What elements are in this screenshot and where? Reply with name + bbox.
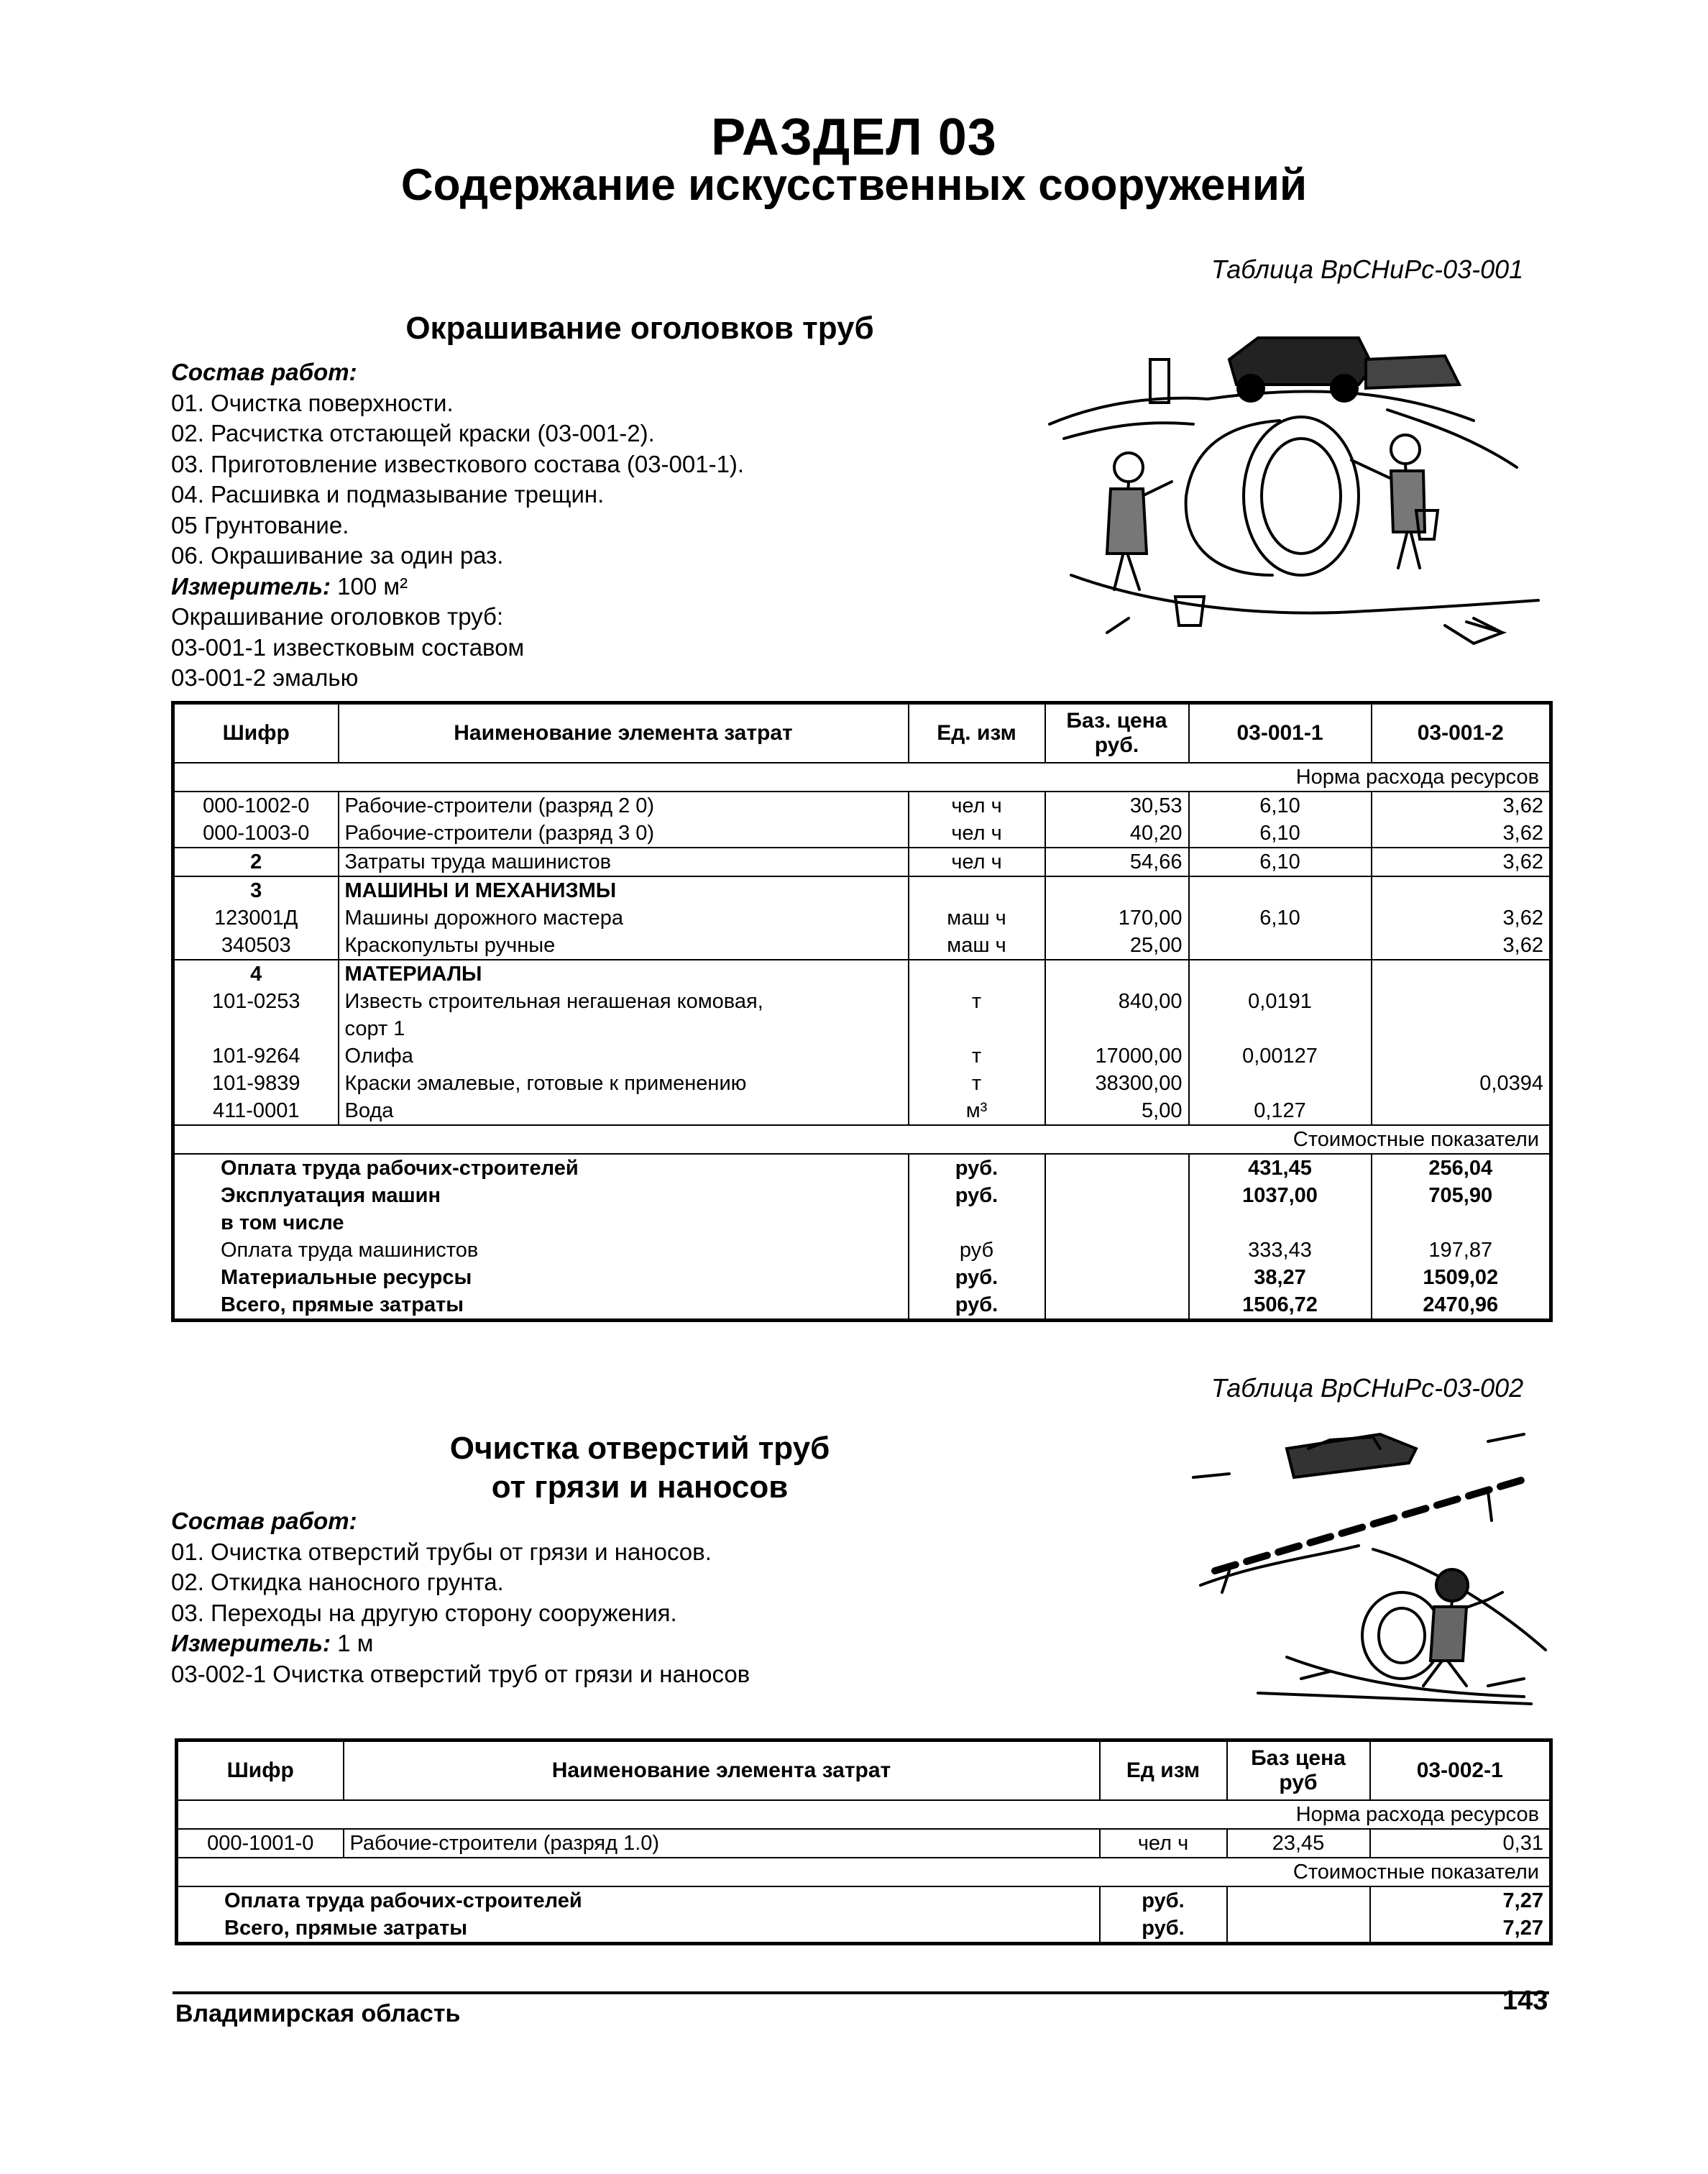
- table-group-row: [173, 960, 1551, 988]
- cell-value-2: 3,62: [1372, 932, 1551, 960]
- cell-value-2: 0,0394: [1372, 1070, 1551, 1097]
- col-header-price: Баз. цена руб.: [1045, 703, 1189, 763]
- cell-name: Краски эмалевые, готовые к применению: [339, 1070, 909, 1097]
- cell-value-2: 3,62: [1372, 848, 1551, 876]
- block1-description: [171, 357, 744, 694]
- cell-unit: чел ч: [909, 792, 1045, 820]
- cell-code: 000-1002-0: [203, 794, 310, 817]
- cost-value-2: 2470,96: [1372, 1291, 1551, 1321]
- work-item: 02. Откидка наносного грунта.: [171, 1569, 504, 1595]
- col-header-code: Шифр: [173, 703, 339, 763]
- col-header-variant-1: 03-002-1: [1370, 1740, 1551, 1801]
- meter-line: [171, 572, 744, 602]
- cell-name: сорт 1: [339, 1015, 909, 1042]
- cost-row: [173, 1182, 1551, 1209]
- cell-group-name: МАШИНЫ И МЕХАНИЗМЫ: [339, 876, 909, 904]
- cell-group-name: МАТЕРИАЛЫ: [339, 960, 909, 988]
- cell-price: 40,20: [1045, 820, 1189, 848]
- cell-name: Рабочие-строители (разряд 2 0): [339, 792, 909, 820]
- cost-indicators-label: Стоимостные показатели: [177, 1858, 1551, 1886]
- work-item: 04. Расшивка и подмазывание трещин.: [171, 481, 605, 508]
- table-reference-1: Таблица ВрСНиРс-03-001: [1211, 254, 1524, 284]
- cost-value-2: 1509,02: [1372, 1264, 1551, 1291]
- cell-price: 54,66: [1045, 848, 1189, 876]
- cell-value-1: 6,10: [1189, 792, 1372, 820]
- cell-value-1: [1189, 932, 1372, 960]
- cell-code: 000-1003-0: [203, 822, 310, 845]
- col-header-unit: Ед. изм: [909, 703, 1045, 763]
- cell-code: 411-0001: [213, 1099, 300, 1122]
- cell-unit: чел ч: [909, 820, 1045, 848]
- cell-name: Известь строительная негашеная комовая,: [339, 988, 909, 1015]
- cell-name: Машины дорожного мастера: [339, 904, 909, 932]
- desc-line: 03-001-2 эмалью: [171, 664, 359, 691]
- cell-value-1: 6,10: [1189, 848, 1372, 876]
- cost-table-03-002: [175, 1738, 1553, 1945]
- cost-value-2: [1372, 1209, 1551, 1237]
- cost-indicators-label: Стоимостные показатели: [173, 1125, 1551, 1154]
- cell-value-1: 0,31: [1370, 1829, 1551, 1858]
- cost-name: Всего, прямые затраты: [224, 1917, 468, 1940]
- cell-unit: т: [909, 988, 1045, 1015]
- cell-code: 101-9839: [211, 1072, 300, 1095]
- cell-value-2: 3,62: [1372, 820, 1551, 848]
- page-number: 143: [1502, 1986, 1548, 2016]
- cost-row: [177, 1886, 1551, 1914]
- cost-table-03-001: [171, 701, 1553, 1322]
- cell-price: 5,00: [1045, 1097, 1189, 1125]
- cell-value-1: [1189, 1070, 1372, 1097]
- meter-label: Измеритель:: [171, 1630, 331, 1656]
- work-composition-heading: Состав работ:: [171, 1508, 357, 1534]
- cell-unit: чел ч: [909, 848, 1045, 876]
- meter-line: [171, 1628, 750, 1659]
- cell-value-2: 3,62: [1372, 792, 1551, 820]
- cost-value-1: 1037,00: [1189, 1182, 1372, 1209]
- cost-name: Оплата труда машинистов: [221, 1239, 479, 1262]
- col-header-price: Баз цена руб: [1227, 1740, 1370, 1801]
- resource-norm-label: Норма расхода ресурсов: [173, 763, 1551, 792]
- cell-unit: маш ч: [909, 904, 1045, 932]
- cost-unit: руб.: [1100, 1914, 1227, 1944]
- cost-value-1: 1506,72: [1189, 1291, 1372, 1321]
- cost-row: [173, 1154, 1551, 1182]
- meter-value: 100 м²: [331, 572, 408, 600]
- cell-name: Рабочие-строители (разряд 1.0): [344, 1829, 1100, 1858]
- desc-line: Окрашивание оголовков труб:: [171, 603, 504, 630]
- cost-unit: руб.: [909, 1291, 1045, 1321]
- cell-code: 101-9264: [211, 1045, 300, 1068]
- cell-code: 3: [173, 876, 339, 904]
- meter-value: 1 м: [331, 1630, 374, 1656]
- cost-name: Оплата труда рабочих-строителей: [173, 1154, 909, 1182]
- cell-value-1: 0,00127: [1189, 1042, 1372, 1070]
- block2-title: [323, 1429, 956, 1507]
- cell-price: [1045, 1015, 1189, 1042]
- workers-painting-pipe-illustration: [1042, 316, 1546, 654]
- cell-unit: т: [909, 1070, 1045, 1097]
- cost-unit: руб.: [909, 1154, 1045, 1182]
- work-composition-heading: Состав работ:: [171, 359, 357, 385]
- cell-unit: м³: [909, 1097, 1045, 1125]
- cell-price: 840,00: [1045, 988, 1189, 1015]
- cost-value-1: 38,27: [1189, 1264, 1372, 1291]
- work-item: 03. Приготовление известкового состава (03-001-1).: [171, 450, 745, 477]
- cost-value-1: 7,27: [1370, 1914, 1551, 1944]
- cost-row: [173, 1237, 1551, 1264]
- cost-name: Оплата труда рабочих-строителей: [177, 1886, 1100, 1914]
- cell-value-2: [1372, 1015, 1551, 1042]
- table-row: [173, 1070, 1551, 1097]
- table-row: [173, 988, 1551, 1015]
- cost-name: Всего, прямые затраты: [221, 1293, 464, 1316]
- work-item: 01. Очистка отверстий трубы от грязи и наносов.: [171, 1538, 712, 1565]
- cost-value-1: 431,45: [1189, 1154, 1372, 1182]
- cell-code: 000-1001-0: [177, 1829, 344, 1858]
- cost-name: Эксплуатация машин: [221, 1184, 441, 1207]
- section-subtitle: Содержание искусственных сооружений: [400, 160, 1308, 210]
- desc-line: 03-002-1 Очистка отверстий труб от грязи и наносов: [171, 1660, 750, 1687]
- cell-value-1: [1189, 1015, 1372, 1042]
- meter-label: Измеритель:: [171, 572, 331, 600]
- table-row: [173, 848, 1551, 876]
- table-row: [173, 1015, 1551, 1042]
- col-header-variant-2: 03-001-2: [1372, 703, 1551, 763]
- work-item: 03. Переходы на другую сторону сооружения.: [171, 1599, 677, 1626]
- table-row: [173, 932, 1551, 960]
- cost-value-2: 197,87: [1372, 1237, 1551, 1264]
- table-row: [173, 904, 1551, 932]
- desc-line: 03-001-1 известковым составом: [171, 633, 525, 661]
- cost-unit: руб.: [909, 1182, 1045, 1209]
- work-item: 06. Окрашивание за один раз.: [171, 542, 504, 569]
- cell-unit: [909, 1015, 1045, 1042]
- resource-norm-label: Норма расхода ресурсов: [177, 1800, 1551, 1829]
- cell-value-2: [1372, 1097, 1551, 1125]
- cell-code: 4: [173, 960, 339, 988]
- table-row: [173, 1097, 1551, 1125]
- cost-unit: руб.: [909, 1264, 1045, 1291]
- cell-code: 123001Д: [214, 907, 298, 930]
- cost-unit: [909, 1209, 1045, 1237]
- col-header-variant-1: 03-001-1: [1189, 703, 1372, 763]
- cell-code: 340503: [221, 934, 291, 957]
- cost-name: в том числе: [221, 1211, 344, 1234]
- cell-name: Рабочие-строители (разряд 3 0): [339, 820, 909, 848]
- table-row: [173, 1042, 1551, 1070]
- cell-code: [173, 1015, 339, 1042]
- cell-value-2: [1372, 988, 1551, 1015]
- table-reference-2: Таблица ВрСНиРс-03-002: [1211, 1373, 1524, 1403]
- section-title: РАЗДЕЛ 03: [711, 109, 997, 166]
- cell-value-1: 6,10: [1189, 820, 1372, 848]
- cell-price: 17000,00: [1045, 1042, 1189, 1070]
- cell-name: Краскопульты ручные: [339, 932, 909, 960]
- cost-row: [173, 1264, 1551, 1291]
- work-item: 01. Очистка поверхности.: [171, 389, 454, 416]
- cell-value-2: [1372, 1042, 1551, 1070]
- footer-divider: [173, 1991, 1549, 1994]
- block2-title-line2: от грязи и наносов: [491, 1469, 789, 1505]
- col-header-unit: Ед изм: [1100, 1740, 1227, 1801]
- footer-region: Владимирская область: [175, 2000, 461, 2027]
- col-header-name: Наименование элемента затрат: [339, 703, 909, 763]
- table-row: [173, 820, 1551, 848]
- cost-unit: руб.: [1100, 1886, 1227, 1914]
- cost-value-1: 7,27: [1370, 1886, 1551, 1914]
- cell-code: 101-0253: [211, 990, 300, 1013]
- cost-row: [173, 1291, 1551, 1321]
- cell-name: Вода: [339, 1097, 909, 1125]
- cost-value-2: 705,90: [1372, 1182, 1551, 1209]
- cell-code: 2: [173, 848, 339, 876]
- cell-value-1: 0,0191: [1189, 988, 1372, 1015]
- table-row: [177, 1829, 1551, 1858]
- cost-name: Материальные ресурсы: [221, 1266, 472, 1289]
- cell-price: 30,53: [1045, 792, 1189, 820]
- cost-row: [177, 1914, 1551, 1944]
- cell-price: 23,45: [1227, 1829, 1370, 1858]
- cell-name: Олифа: [339, 1042, 909, 1070]
- cost-row: [173, 1209, 1551, 1237]
- cell-value-1: 6,10: [1189, 904, 1372, 932]
- work-item: 05 Грунтование.: [171, 511, 349, 538]
- cell-unit: чел ч: [1100, 1829, 1227, 1858]
- cost-value-2: 256,04: [1372, 1154, 1551, 1182]
- block2-title-line1: Очистка отверстий труб: [449, 1431, 830, 1466]
- cost-value-1: [1189, 1209, 1372, 1237]
- block1-title: Окрашивание оголовков труб: [405, 311, 874, 346]
- cell-price: 170,00: [1045, 904, 1189, 932]
- col-header-name: Наименование элемента затрат: [344, 1740, 1100, 1801]
- work-item: 02. Расчистка отстающей краски (03-001-2).: [171, 420, 655, 446]
- cell-unit: маш ч: [909, 932, 1045, 960]
- col-header-code: Шифр: [177, 1740, 344, 1801]
- cost-value-1: 333,43: [1189, 1237, 1372, 1264]
- cell-name: Затраты труда машинистов: [339, 848, 909, 876]
- cell-value-1: 0,127: [1189, 1097, 1372, 1125]
- cell-price: 25,00: [1045, 932, 1189, 960]
- cell-price: 38300,00: [1045, 1070, 1189, 1097]
- block2-description: [171, 1506, 750, 1689]
- table-group-row: [173, 876, 1551, 904]
- cell-value-2: 3,62: [1372, 904, 1551, 932]
- worker-cleaning-pipe-under-road-illustration: [1186, 1420, 1560, 1722]
- cell-unit: т: [909, 1042, 1045, 1070]
- table-row: [173, 792, 1551, 820]
- cost-unit: руб: [909, 1237, 1045, 1264]
